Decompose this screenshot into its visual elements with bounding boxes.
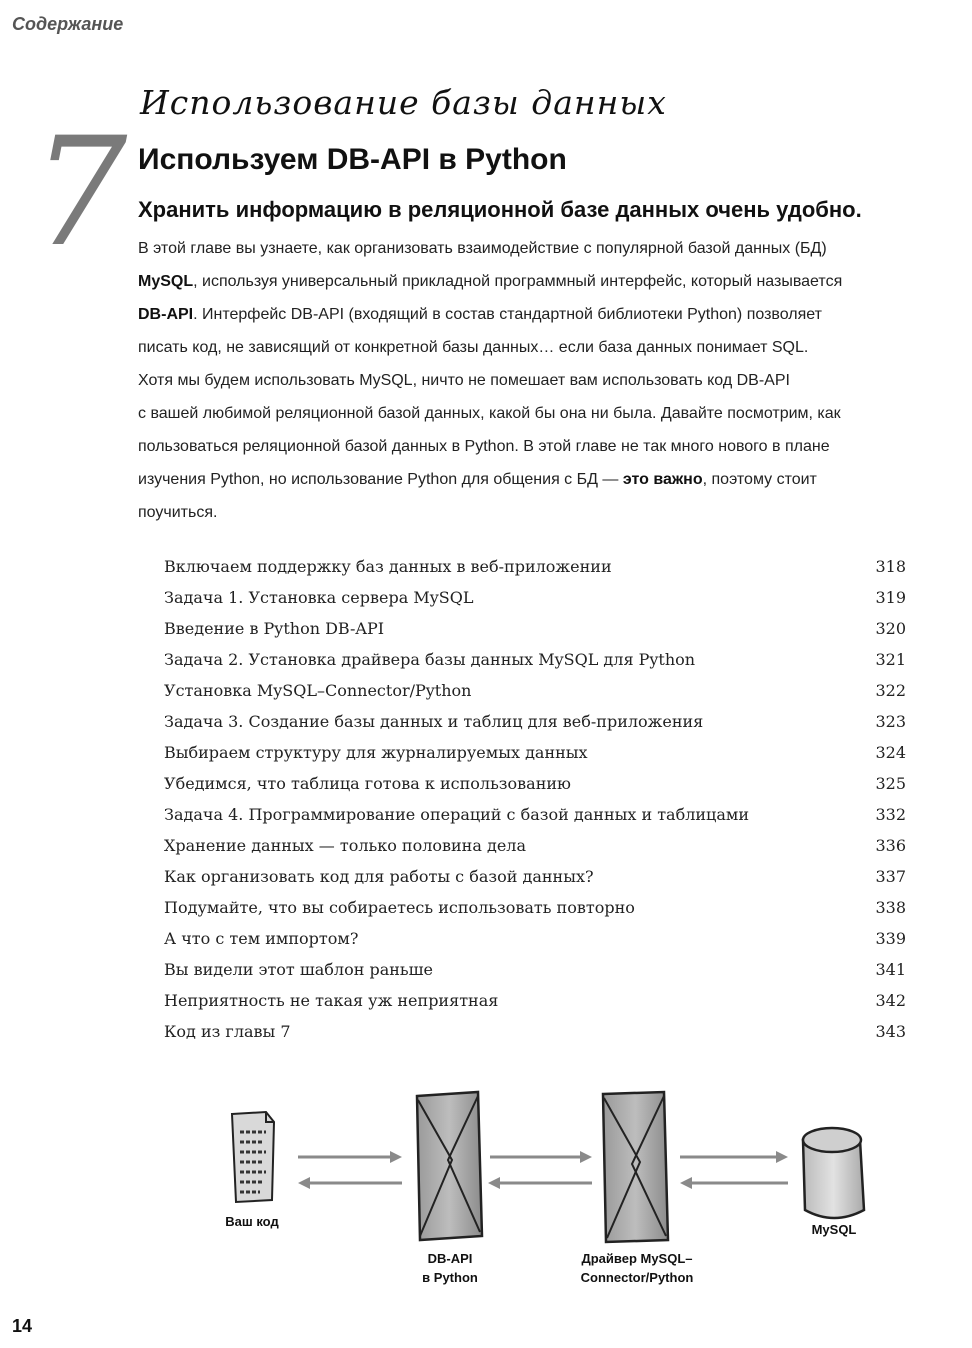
toc-entry[interactable] [164, 582, 906, 613]
intro-text: , поэтому стоит [702, 471, 817, 488]
intro-text: поучиться. [138, 504, 218, 521]
mysql-database-icon [803, 1128, 864, 1218]
toc-entry-title: Вы видели этот шаблон раньше [164, 960, 433, 979]
toc-entry-title: Задача 4. Программирование операций с базой данных и таблицами [164, 805, 749, 824]
toc-entry-title: Задача 3. Создание базы данных и таблиц для веб-приложения [164, 712, 704, 731]
toc-entry-page: 336 [875, 836, 906, 855]
intro-emphasis: DB-API [138, 306, 194, 323]
toc-entry-page: 324 [875, 743, 906, 762]
toc-entry-title: Подумайте, что вы собираетесь использовать повторно [164, 898, 635, 917]
chapter-number: 7 [32, 106, 128, 280]
toc-entry-title: Задача 1. Установка сервера MySQL [164, 588, 474, 607]
your-code-label: Ваш код [225, 1214, 279, 1229]
intro-line [138, 496, 970, 529]
intro-paragraph [138, 232, 970, 529]
intro-text: писать код, не зависящий от конкретной базы данных… если база данных понимает SQL. [138, 339, 809, 356]
toc-entry-page: 337 [875, 867, 906, 886]
toc-entry-page: 320 [875, 619, 906, 638]
intro-line [138, 298, 970, 331]
toc-entry-title: Выбираем структуру для журналируемых данных [164, 743, 588, 762]
arrows-code-dbapi [298, 1151, 402, 1189]
toc-entry-title: А что с тем импортом? [164, 929, 359, 948]
intro-line [138, 232, 970, 265]
intro-text: В этой главе вы узнаете, как организовать взаимодействие с популярной базой данных (БД) [138, 240, 827, 257]
intro-line [138, 397, 970, 430]
toc-entry-title: Как организовать код для работы с базой данных? [164, 867, 594, 886]
intro-line [138, 265, 970, 298]
toc-entry[interactable] [164, 1016, 906, 1047]
toc-entry-page: 321 [875, 650, 906, 669]
toc-entry-title: Убедимся, что таблица готова к использованию [164, 774, 571, 793]
intro-text: с вашей любимой реляционной базой данных, какой бы она ни была. Давайте посмотрим, как [138, 405, 841, 422]
chapter-subtitle: Хранить информацию в реляционной базе данных очень удобно. [138, 197, 862, 222]
intro-text: пользоваться реляционной базой данных в Python. В этой главе не так много нового в плане [138, 438, 830, 455]
page-number: 14 [12, 1316, 33, 1336]
driver-label-line2: Connector/Python [580, 1270, 694, 1285]
toc-entry-page: 343 [875, 1022, 906, 1041]
toc-entry-title: Хранение данных — только половина дела [164, 836, 526, 855]
toc-entry-page: 341 [875, 960, 906, 979]
toc-entry-page: 342 [875, 991, 906, 1010]
toc-entry-title: Включаем поддержку баз данных в веб-приложении [164, 557, 612, 576]
driver-label-line1: Драйвер MySQL– [581, 1251, 693, 1266]
section-title: Использование базы данных [140, 83, 667, 122]
toc-entry-page: 319 [875, 588, 906, 607]
toc-entry[interactable] [164, 706, 906, 737]
mysql-label: MySQL [811, 1222, 857, 1237]
toc-entry-title: Задача 2. Установка драйвера базы данных MySQL для Python [164, 650, 696, 669]
dbapi-box-icon [417, 1092, 482, 1240]
toc-entry-title: Код из главы 7 [164, 1022, 291, 1041]
toc-entry[interactable] [164, 737, 906, 768]
code-document-icon [232, 1112, 274, 1202]
intro-line [138, 430, 970, 463]
toc-entry[interactable] [164, 923, 906, 954]
intro-emphasis: MySQL [138, 273, 194, 290]
toc-entry[interactable] [164, 985, 906, 1016]
intro-line [138, 364, 970, 397]
intro-emphasis: это важно [622, 471, 703, 488]
toc-entry-page: 339 [875, 929, 906, 948]
toc-entry-title: Установка MySQL–Connector/Python [164, 681, 472, 700]
arrows-dbapi-driver [488, 1151, 592, 1189]
toc-entry-title: Введение в Python DB-API [164, 619, 385, 638]
toc-entry[interactable] [164, 613, 906, 644]
driver-box-icon [603, 1092, 668, 1242]
toc-entry-page: 332 [875, 805, 906, 824]
dbapi-label-line2: в Python [422, 1270, 478, 1285]
toc-entry[interactable] [164, 892, 906, 923]
toc-entry-page: 338 [875, 898, 906, 917]
dbapi-label-line1: DB-API [427, 1251, 473, 1266]
toc-entry[interactable] [164, 861, 906, 892]
intro-line [138, 331, 970, 364]
toc-entry-page: 323 [875, 712, 906, 731]
intro-text: Хотя мы будем использовать MySQL, ничто не помешает вам использовать код DB-API [138, 372, 790, 389]
toc-entry[interactable] [164, 799, 906, 830]
toc-entry-page: 318 [875, 557, 906, 576]
chapter-title: Используем DB-API в Python [138, 143, 567, 176]
intro-text: , используя универсальный прикладной программный интерфейс, который называется [193, 273, 843, 290]
toc-entry-title: Неприятность не такая уж неприятная [164, 991, 499, 1010]
table-of-contents [164, 551, 906, 1047]
toc-entry[interactable] [164, 675, 906, 706]
architecture-diagram [0, 1060, 972, 1300]
toc-entry-page: 325 [875, 774, 906, 793]
toc-entry[interactable] [164, 768, 906, 799]
toc-entry[interactable] [164, 644, 906, 675]
toc-entry[interactable] [164, 954, 906, 985]
intro-line [138, 463, 970, 496]
toc-entry-page: 322 [875, 681, 906, 700]
intro-text: . Интерфейс DB-API (входящий в состав стандартной библиотеки Python) позволяет [193, 306, 822, 323]
running-head: Содержание [12, 14, 124, 34]
intro-text: изучения Python, но использование Python для общения с БД — [138, 471, 623, 488]
toc-entry[interactable] [164, 551, 906, 582]
toc-entry[interactable] [164, 830, 906, 861]
arrows-driver-mysql [680, 1151, 788, 1189]
